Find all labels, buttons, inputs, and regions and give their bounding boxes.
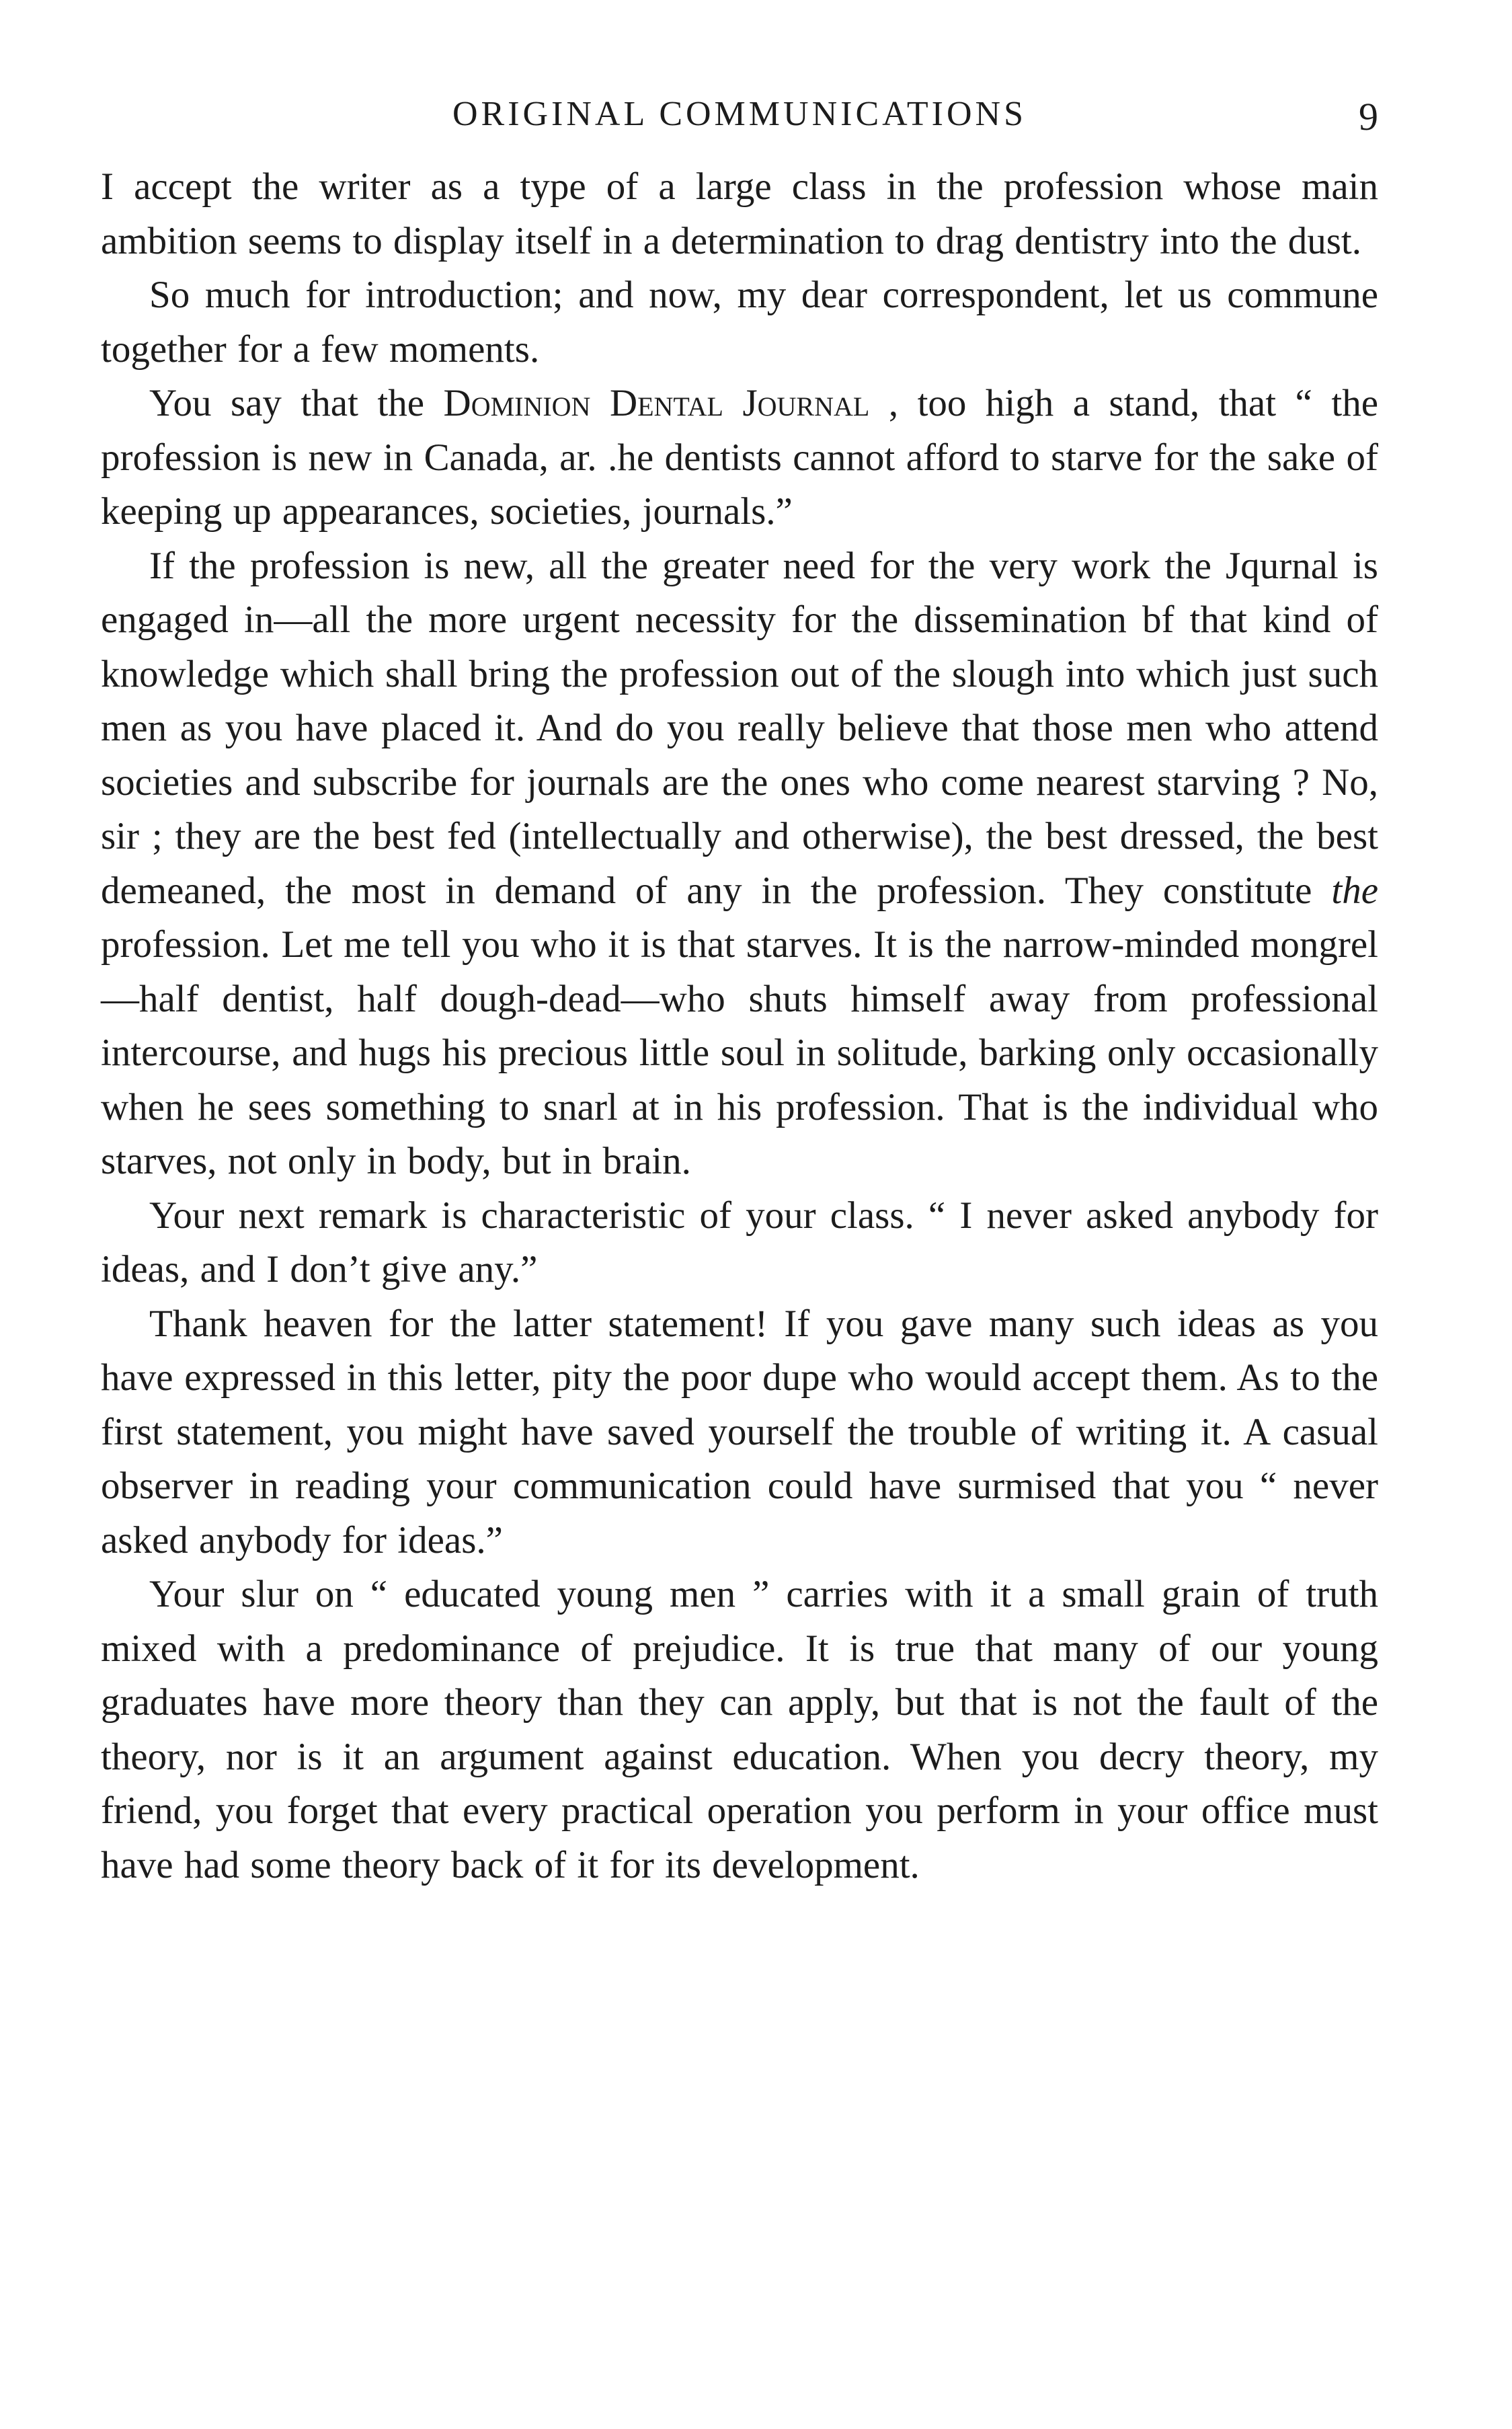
paragraph-6: Thank heaven for the latter statement! If you gave many such ideas as you have expressed in this letter, pity the poor dupe who would accept them. As to the first statement, you might have saved yourself the trouble of writing it. A casual observer in reading your communication could have surmised that you “ never asked anybody for ideas.” <box>101 1302 1378 1562</box>
paragraph-1: I accept the writer as a type of a large class in the profession whose main ambition seems to display itself in a determination to drag dentistry into the dust. <box>101 165 1378 262</box>
running-head <box>101 87 1378 148</box>
paragraph-5: Your next remark is characteristic of your class. “ I never asked anybody for ideas, and I don’t give any.” <box>101 1194 1378 1290</box>
paragraph-3-lead: You say that the <box>149 382 444 424</box>
emphasis-the: the <box>1331 869 1378 912</box>
book-page <box>101 87 1378 1892</box>
page-number: 9 <box>1359 95 1378 139</box>
paragraph-4 <box>101 539 1378 1189</box>
paragraph-4-continuation: profession. Let me tell you who it is that starves. It is the narrow-minded mongrel—half dentist, half dough-dead—who shuts himself away from professional intercourse, and hugs his precious little soul in solitude, barking only occasionally when he sees something to snarl at in his profession. That is the individual who starves, not only in body, but in brain. <box>101 923 1378 1182</box>
journal-name: Dominion Dental Journal <box>443 382 870 424</box>
paragraph-2: So much for introduction; and now, my dear correspondent, let us commune together for a few moments. <box>101 274 1378 371</box>
paragraph-4-text: If the profession is new, all the greater need for the very work the Jqurnal is engaged in—all the more urgent necessity for the dissemination bf that kind of knowledge which shall bring the profession out of the slough into which just such men as you have placed it. And do you really believe that those men who attend societies and subscribe for journals are the ones who come nearest starving ? No, sir ; they are the best fed (intellectually and otherwise), the best dressed, the best demeaned, the most in demand of any in the profession. They constitute <box>101 544 1378 912</box>
paragraph-7: Your slur on “ educated young men ” carries with it a small grain of truth mixed with a predominance of prejudice. It is true that many of our young graduates have more theory than they can apply, but that is not the fault of the theory, nor is it an argument against education. When you decry theory, my friend, you forget that every practical operation you perform in your office must have had some theory back of it for its development. <box>101 1573 1378 1886</box>
paragraph-3-rest: , too high a stand, that “ the profession is new in Canada, ar. .he dentists cannot afford to starve for the sake of keeping up appearances, societies, journals.” <box>101 382 1378 533</box>
paragraph-3 <box>101 377 1378 539</box>
running-title: ORIGINAL COMMUNICATIONS <box>452 95 1027 133</box>
